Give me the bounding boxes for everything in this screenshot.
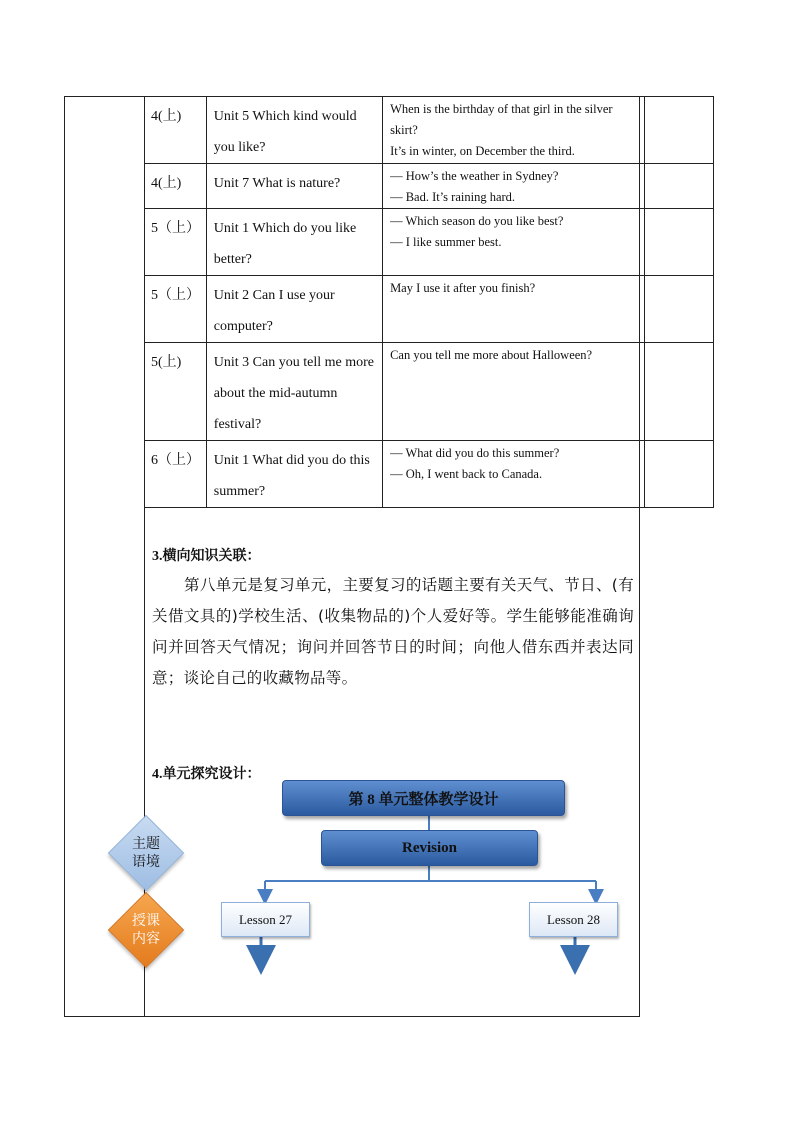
revision-box: Revision xyxy=(321,830,538,866)
grade-cell: 4(上) xyxy=(145,164,207,209)
unit-cell: Unit 5 Which kind would you like? xyxy=(206,97,382,164)
sentence-cell: Can you tell me more about Halloween? xyxy=(383,343,645,441)
sentence-cell: When is the birthday of that girl in the silver skirt? It’s in winter, on December the third. xyxy=(383,97,645,164)
grade-cell: 6（上） xyxy=(145,441,207,508)
sentence-cell: — Which season do you like best? — I like summer best. xyxy=(383,209,645,276)
sentence-cell: May I use it after you finish? xyxy=(383,276,645,343)
grade-cell: 4(上) xyxy=(145,97,207,164)
grade-cell: 5(上) xyxy=(145,343,207,441)
unit-cell: Unit 1 What did you do this summer? xyxy=(206,441,382,508)
section4-title: 4.单元探究设计： xyxy=(152,767,261,782)
diamond-label: 主题 语境 xyxy=(132,836,160,870)
lesson-28-box: Lesson 28 xyxy=(529,902,618,937)
grade-cell: 5（上） xyxy=(145,209,207,276)
unit-design-box: 第 8 单元整体教学设计 xyxy=(282,780,565,816)
unit-cell: Unit 3 Can you tell me more about the mid-autumn festival? xyxy=(206,343,382,441)
section3-title: 3.横向知识关联： xyxy=(152,549,261,564)
unit-cell: Unit 1 Which do you like better? xyxy=(206,209,382,276)
section3-paragraph: 第八单元是复习单元，主要复习的话题主要有关天气、节日、(有关借文具的)学校生活、(收集物品的)个人爱好等。学生能够能准确询问并回答天气情况；询问并回答节日的时间；向他人借东西并表达同意；谈论自己的收藏物品等。 xyxy=(152,576,634,687)
diamond-label: 授课 内容 xyxy=(132,913,160,947)
theme-context-diamond xyxy=(108,815,184,891)
sentence-cell: — How’s the weather in Sydney? — Bad. It’s raining hard. xyxy=(383,164,645,209)
sentence-cell: — What did you do this summer? — Oh, I went back to Canada. xyxy=(383,441,645,508)
unit-cell: Unit 7 What is nature? xyxy=(206,164,382,209)
grade-cell: 5（上） xyxy=(145,276,207,343)
lesson-content-diamond xyxy=(108,892,184,968)
unit-cell: Unit 2 Can I use your computer? xyxy=(206,276,382,343)
lesson-27-box: Lesson 27 xyxy=(221,902,310,937)
